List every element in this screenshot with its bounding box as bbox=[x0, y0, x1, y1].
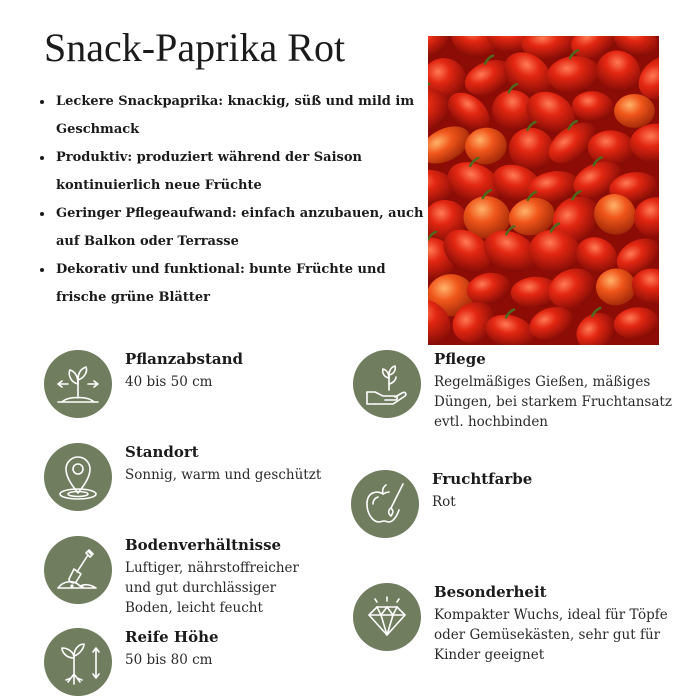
feature-text: 50 bis 80 cm bbox=[125, 652, 213, 668]
feature-text: Luftiger, nährstoffreicher und gut durchlässiger Boden, leicht feucht bbox=[125, 560, 300, 616]
hand-plant-icon bbox=[353, 350, 421, 418]
feature-title: Standort bbox=[125, 443, 199, 461]
feature-title: Bodenverhältnisse bbox=[125, 536, 282, 554]
feature-text: 40 bis 50 cm bbox=[125, 374, 213, 390]
product-photo bbox=[428, 36, 659, 345]
bullet-item: • Produktiv: produziert während der Saison kontinuierlich neue Früchte bbox=[54, 144, 434, 200]
bullet-item: • Dekorativ und funktional: bunte Früchte und frische grüne Blätter bbox=[54, 256, 434, 312]
location-pin-icon bbox=[44, 443, 112, 511]
apple-brush-icon bbox=[351, 470, 419, 538]
feature-title: Pflanzabstand bbox=[125, 350, 244, 368]
bullet-item: • Leckere Snackpaprika: knackig, süß und mild im Geschmack bbox=[54, 88, 434, 144]
feature-bullet-list bbox=[36, 88, 434, 312]
feature-title: Reife Höhe bbox=[125, 628, 219, 646]
feature-text: Sonnig, warm und geschützt bbox=[125, 467, 322, 483]
feature-title: Pflege bbox=[434, 350, 486, 368]
feature-text: Regelmäßiges Gießen, mäßiges Düngen, bei starkem Fruchtansatz evtl. hochbinden bbox=[434, 374, 672, 430]
feature-title: Besonderheit bbox=[434, 583, 547, 601]
bullet-item: • Geringer Pflegeaufwand: einfach anzubauen, auch auf Balkon oder Terrasse bbox=[54, 200, 434, 256]
seedling-height-icon bbox=[44, 628, 112, 696]
diamond-icon bbox=[353, 583, 421, 651]
page-title: Snack-Paprika Rot bbox=[44, 25, 346, 70]
feature-text: Rot bbox=[432, 494, 456, 510]
plant-spacing-icon bbox=[44, 350, 112, 418]
shovel-icon bbox=[44, 536, 112, 604]
feature-title: Fruchtfarbe bbox=[432, 470, 533, 488]
feature-text: Kompakter Wuchs, ideal für Töpfe oder Gemüsekästen, sehr gut für Kinder geeignet bbox=[434, 607, 668, 663]
